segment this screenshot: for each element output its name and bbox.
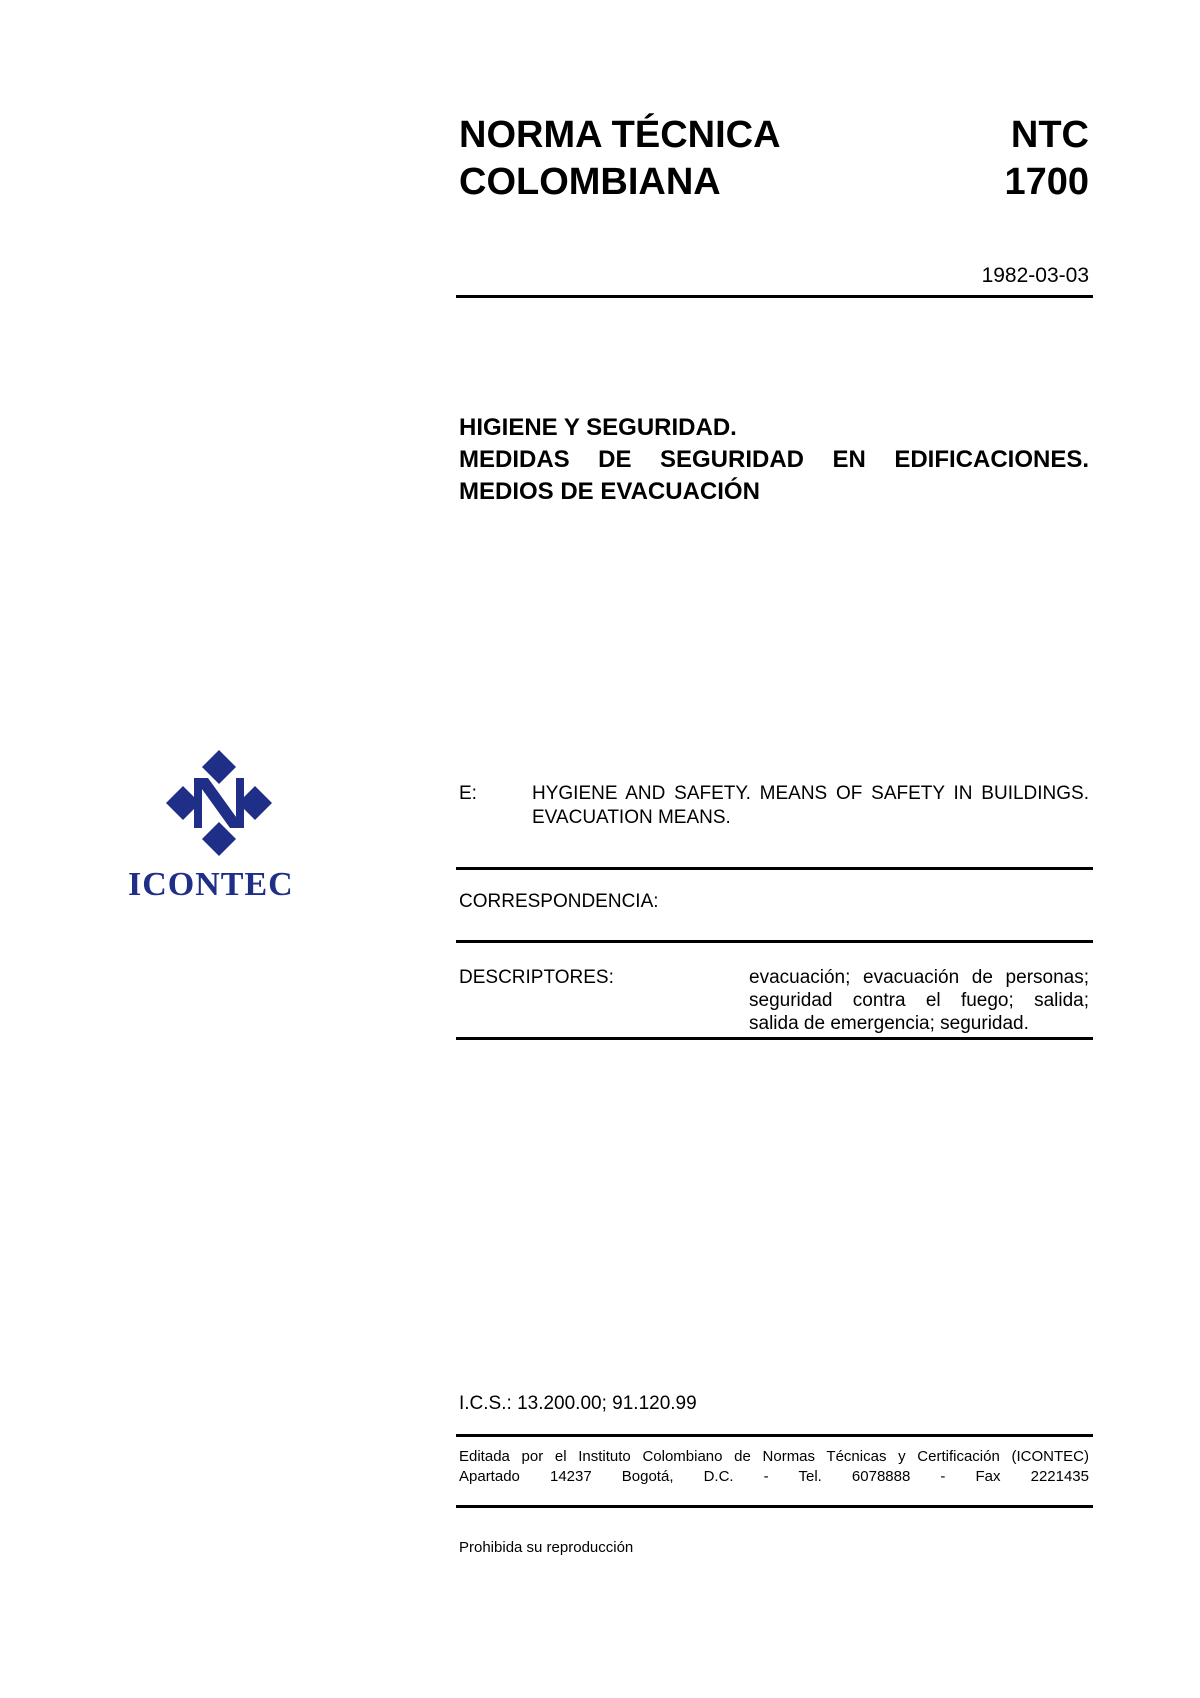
norm-number: 1700 [1004, 161, 1089, 203]
norm-type-line1: NORMA TÉCNICA [459, 114, 781, 156]
descriptores-line-1: evacuación; evacuación de personas; [749, 967, 1089, 988]
editorial-line-2: Apartado 14237 Bogotá, D.C. - Tel. 6078888 - Fax 2221435 [459, 1468, 1089, 1485]
ics-code: I.C.S.: 13.200.00; 91.120.99 [459, 1393, 697, 1414]
descriptores-line-2: seguridad contra el fuego; salida; [749, 990, 1089, 1011]
descriptores [459, 966, 1089, 1035]
header-row-1 [459, 112, 1089, 159]
divider-top [456, 295, 1093, 298]
title-line-1: HIGIENE Y SEGURIDAD. [459, 414, 737, 441]
publication-date: 1982-03-03 [981, 264, 1089, 287]
reproduction-notice: Prohibida su reproducción [459, 1539, 634, 1556]
divider-editorial [456, 1505, 1093, 1508]
norm-type-line2: COLOMBIANA [459, 161, 721, 203]
editorial-info [459, 1447, 1089, 1487]
document-title [459, 412, 1089, 508]
english-text: HYGIENE AND SAFETY. MEANS OF SAFETY IN BUILDINGS. EVACUATION MEANS. [532, 783, 1089, 828]
editorial-line-1: Editada por el Instituto Colombiano de Normas Técnicas y Certificación (ICONTEC) [459, 1448, 1089, 1465]
correspondencia-label: CORRESPONDENCIA: [459, 891, 659, 912]
icontec-n-diamond-icon [164, 748, 274, 858]
descriptores-line-3: salida de emergencia; seguridad. [749, 1013, 1029, 1034]
descriptores-label: DESCRIPTORES: [459, 967, 614, 988]
divider-descriptores [456, 1037, 1093, 1040]
title-line-3: MEDIOS DE EVACUACIÓN [459, 478, 760, 505]
icontec-wordmark: ICONTEC [128, 866, 294, 903]
divider-ics [456, 1434, 1093, 1437]
english-title [459, 782, 1089, 830]
english-label: E: [459, 783, 477, 804]
document-header [459, 112, 1089, 206]
norm-code-prefix: NTC [1010, 114, 1089, 156]
icontec-logo [128, 748, 308, 904]
descriptores-text [749, 966, 1089, 1035]
divider-correspondencia [456, 940, 1093, 943]
divider-english [456, 867, 1093, 870]
title-line-2: MEDIDAS DE SEGURIDAD EN EDIFICACIONES. [459, 446, 1089, 473]
header-row-2 [459, 159, 1089, 206]
